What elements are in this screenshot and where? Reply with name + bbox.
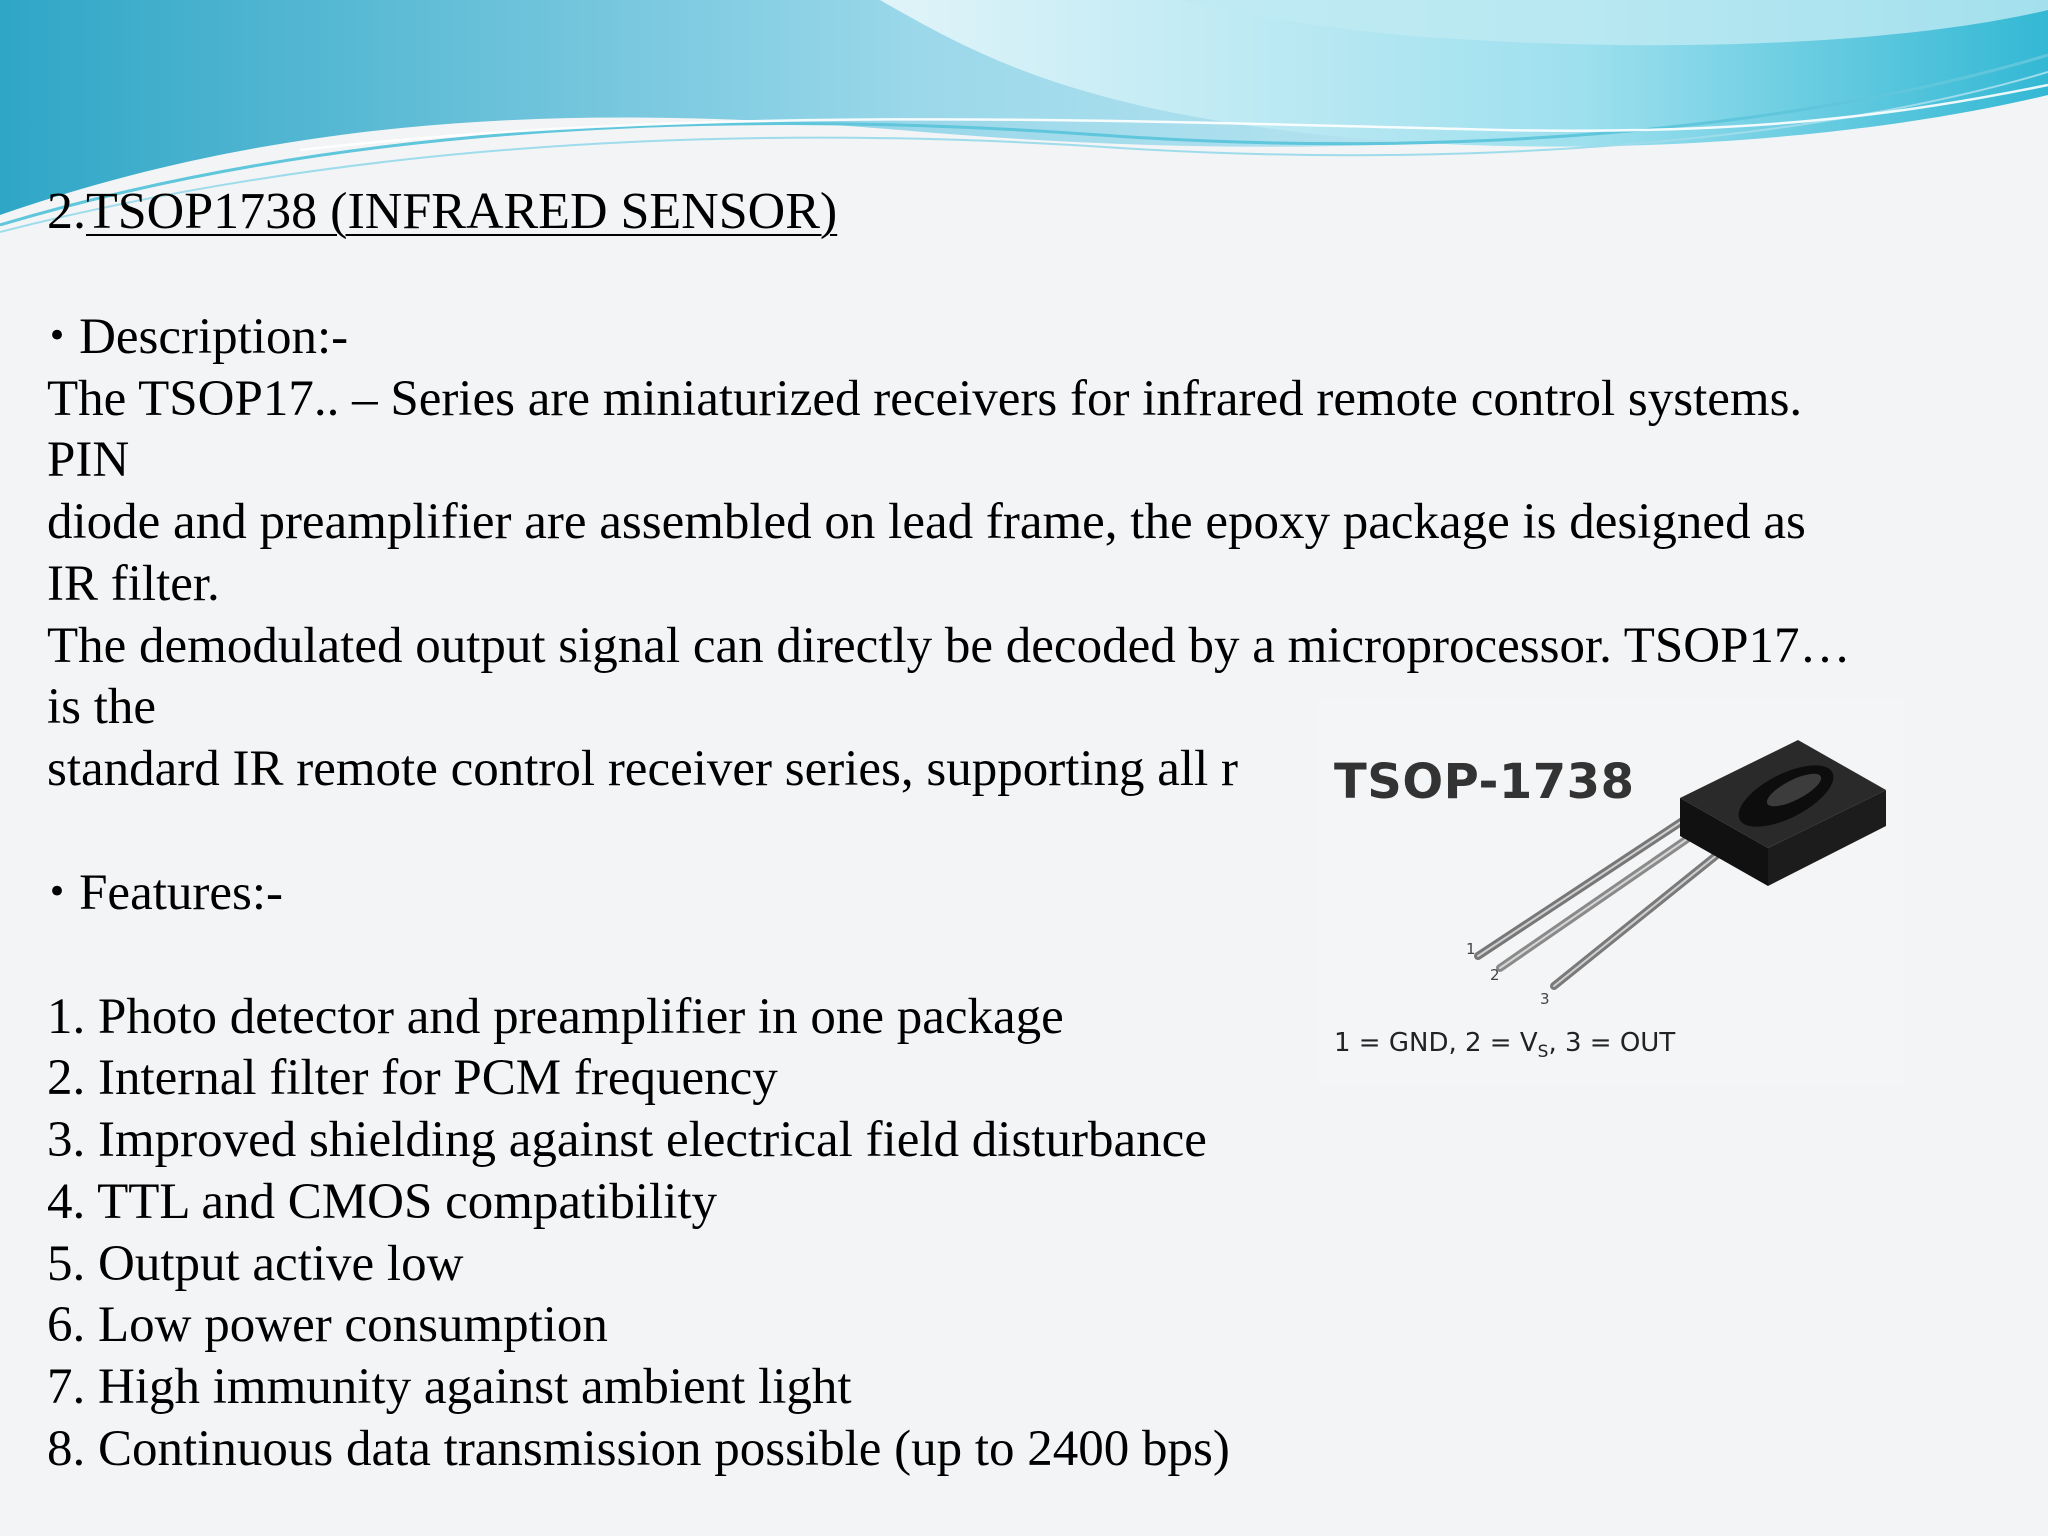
pin-label: 2	[1490, 966, 1500, 984]
feature-item: 4. TTL and CMOS compatibility	[47, 1173, 718, 1230]
description-line: The TSOP17.. – Series are miniaturized receivers for infrared remote control systems.	[47, 370, 1803, 427]
description-line: The demodulated output signal can directly be decoded by a microprocessor. TSOP17…	[47, 617, 1851, 674]
figure-title: TSOP-1738	[1334, 754, 1635, 810]
slide-title	[47, 180, 2007, 244]
feature-item: 7. High immunity against ambient light	[47, 1358, 852, 1415]
sensor-figure	[1318, 698, 1904, 1086]
feature-item: 5. Output active low	[47, 1235, 464, 1292]
pin-label: 1	[1466, 940, 1476, 958]
feature-item: 6. Low power consumption	[47, 1297, 608, 1354]
features-heading: • Features:-	[47, 865, 283, 922]
description-line: diode and preamplifier are assembled on lead frame, the epoxy package is designed as	[47, 494, 1806, 551]
feature-item: 2. Internal filter for PCM frequency	[47, 1050, 778, 1107]
pin-label: 3	[1540, 990, 1550, 1008]
bullet-icon: •	[47, 316, 68, 356]
pin-caption: 1 = GND, $2 = V_S$, 3 = OUT	[1334, 1028, 1676, 1063]
feature-item: 1. Photo detector and preamplifier in one package	[47, 988, 1064, 1045]
description-line: standard IR remote control receiver series, supporting all r	[47, 740, 1239, 797]
description-line: PIN	[47, 432, 130, 489]
description-line: is the	[47, 679, 157, 736]
feature-item: 8. Continuous data transmission possible (up to 2400 bps)	[47, 1420, 1230, 1477]
description-heading: • Description:-	[47, 309, 349, 365]
title-text: TSOP1738 (INFRARED SENSOR)	[86, 183, 838, 240]
feature-item: 3. Improved shielding against electrical field disturbance	[47, 1112, 1207, 1169]
bullet-icon: •	[47, 872, 68, 913]
title-number: 2.	[47, 183, 86, 240]
description-line: IR filter.	[47, 555, 220, 612]
